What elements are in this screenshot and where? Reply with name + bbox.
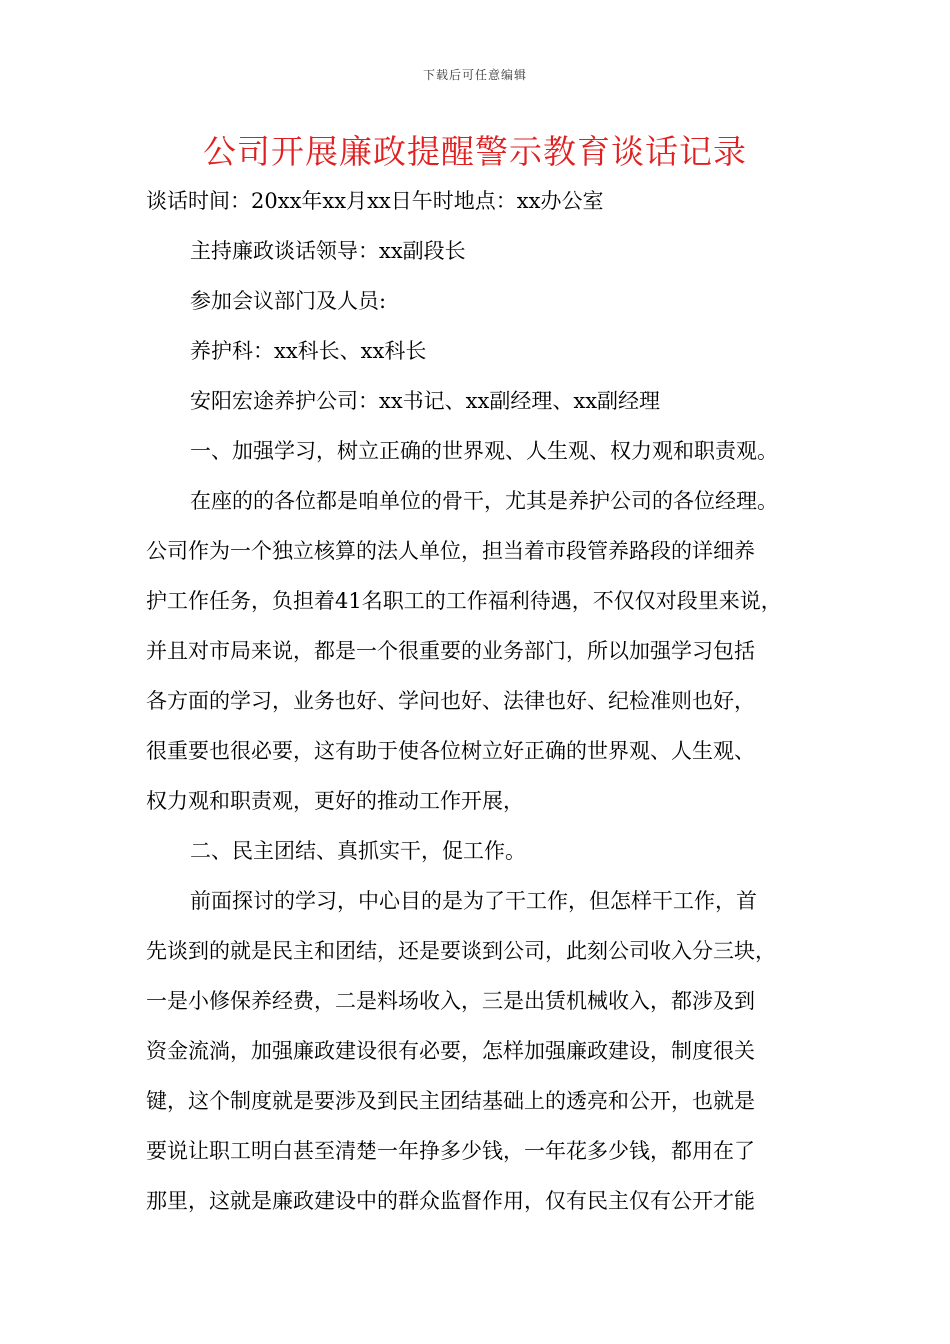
paragraph-line: 公司作为一个独立核算的法人单位，担当着市段管养路段的详细养 (146, 539, 755, 563)
paragraph-line: 资金流淌，加强廉政建设很有必要，怎样加强廉政建设，制度很关 (146, 1039, 755, 1063)
participants-company: 安阳宏途养护公司：xx书记、xx副经理、xx副经理 (190, 389, 661, 413)
paragraph-line: 护工作任务，负担着41名职工的工作福利待遇，不仅仅对段里来说， (146, 589, 782, 613)
document-body (146, 176, 826, 1226)
paragraph-line: 要说让职工明白甚至清楚一年挣多少钱，一年花多少钱，都用在了 (146, 1139, 755, 1163)
paragraph-line: 键，这个制度就是要涉及到民主团结基础上的透亮和公开，也就是 (146, 1089, 755, 1113)
paragraph-line: 一是小修保养经费，二是料场收入，三是出赁机械收入，都涉及到 (146, 989, 755, 1013)
meeting-time-line: 谈话时间：20xx年xx月xx日午时地点：xx办公室 (146, 189, 604, 213)
paragraph-line: 那里，这就是廉政建设中的群众监督作用，仅有民主仅有公开才能 (146, 1189, 755, 1213)
section-heading-2: 二、民主团结、真抓实干，促工作。 (190, 839, 526, 863)
host-line: 主持廉政谈话领导：xx副段长 (190, 239, 466, 263)
participants-maintenance-section: 养护科：xx科长、xx科长 (190, 339, 427, 363)
paragraph-line: 在座的的各位都是咱单位的骨干，尤其是养护公司的各位经理。 (190, 489, 778, 513)
paragraph-line: 先谈到的就是民主和团结，还是要谈到公司，此刻公司收入分三块， (146, 939, 776, 963)
paragraph-line: 很重要也很必要，这有助于使各位树立好正确的世界观、人生观、 (146, 739, 755, 763)
section-heading-1: 一、加强学习，树立正确的世界观、人生观、权力观和职责观。 (190, 439, 778, 463)
participants-heading: 参加会议部门及人员: (190, 289, 387, 313)
paragraph-line: 各方面的学习，业务也好、学问也好、法律也好、纪检准则也好， (146, 689, 755, 713)
paragraph-line: 并且对市局来说，都是一个很重要的业务部门，所以加强学习包括 (146, 639, 755, 663)
header-note: 下载后可任意编辑 (422, 68, 527, 82)
paragraph-line: 前面探讨的学习，中心目的是为了干工作，但怎样干工作，首 (190, 889, 757, 913)
paragraph-line: 权力观和职责观，更好的推动工作开展， (146, 789, 524, 813)
document-title: 公司开展廉政提醒警示教育谈话记录 (203, 132, 747, 171)
